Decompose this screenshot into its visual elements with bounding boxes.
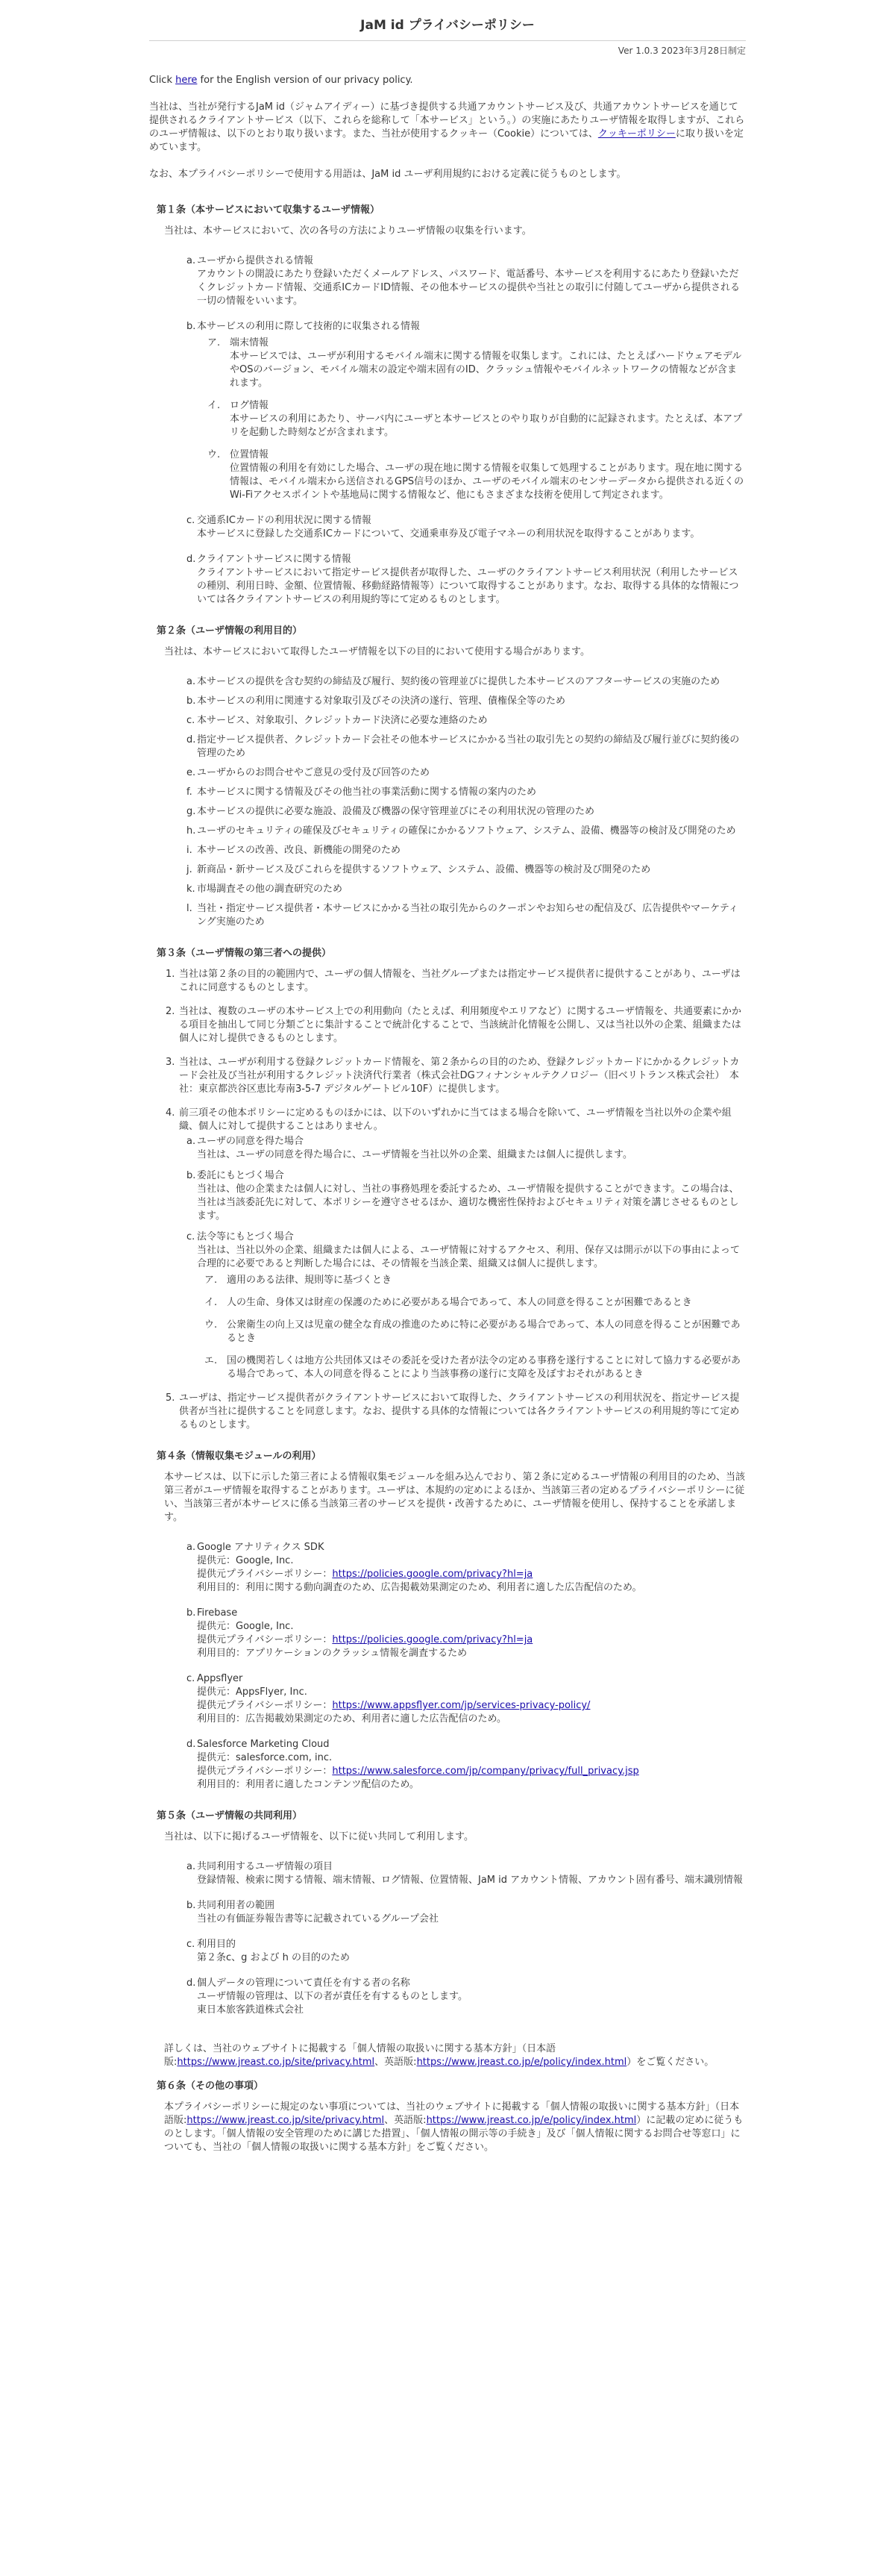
list-item: b. 委託にもとづく場合 当社は、他の企業または個人に対し、当社の事務処理を委託するため、ユーザ情報を提供することができます。この場合は、当社は当該委託先に対して、本ポリシーを遵守させるほか、適切な機密性保持およびセキュリティ対策を講じさせるものとします。 xyxy=(186,1170,739,1222)
list-item: c. Appsflyer 提供元：AppsFlyer, Inc. 提供元プライバシーポリシー：https://www.appsflyer.com/jp/services-privacy-policy/ 利用目的：広告掲載効果測定のため、利用者に適した広告配信のため。 xyxy=(186,1672,746,1726)
basic-policy-reference: 詳しくは、当社のウェブサイトに掲載する「個人情報の取扱いに関する基本方針」（日本語版:https://www.jreast.co.jp/site/privacy.html、英語版:https://www.jreast.co.jp/e/policy/index.html）をご覧ください。 xyxy=(164,2043,715,2068)
module-policy-link[interactable]: https://www.appsflyer.com/jp/services-privacy-policy/ xyxy=(332,1700,591,1711)
article-6-heading: 第６条（その他の事項） xyxy=(157,2081,264,2092)
list-item: j. 新商品・新サービス及びこれらを提供するソフトウェア、システム、設備、機器等の検討及び開発のため xyxy=(186,864,651,875)
english-version-link[interactable]: here xyxy=(175,75,198,86)
module-policy: 提供元プライバシーポリシー：https://policies.google.com/privacy?hl=ja xyxy=(197,1634,533,1645)
list-item: エ. 国の機関若しくは地方公共団体又はその委託を受けた者が法令の定める事務を遂行することに対して協力する必要がある場合であって、本人の同意を得ることにより当該事務の遂行に支障を及ぼすおそれがあるとき xyxy=(204,1355,741,1380)
list-item: b. 共同利用者の範囲 当社の有価証券報告書等に記載されているグループ会社 xyxy=(186,1900,439,1925)
list-item: l. 当社・指定サービス提供者・本サービスにかかる当社の取引先からのクーポンやお知らせの配信及び、広告提供やマーケティング実施のため xyxy=(186,903,738,928)
module-policy: 提供元プライバシーポリシー：https://www.salesforce.com/jp/company/privacy/full_privacy.jsp xyxy=(197,1766,639,1777)
list-item: c. 本サービス、対象取引、クレジットカード決済に必要な連絡のため xyxy=(186,715,488,726)
list-item: c. 利用目的 第２条c、g および h の目的のため xyxy=(186,1939,351,1963)
article-3 xyxy=(149,947,746,1432)
list-item: 2. 当社は、複数のユーザの本サービス上での利用動向（たとえば、利用頻度やエリアなど）に関するユーザ情報を、共通要素にかかる項目を抽出して同じ分類ごとに集計することで統計化することで、当該統計化情報を公開し、又は当社以外の企業、組織または個人に対し提供できるものとします。 xyxy=(166,1006,742,1044)
article-5-heading: 第５条（ユーザ情報の共同利用） xyxy=(157,1810,303,1822)
article-4-lead: 本サービスは、以下に示した第三者による情報収集モジュールを組み込んでおり、第２条に定めるユーザ情報の利用目的のため、当該第三者がユーザ情報を取得することがあります。ユーザは、本規約の定めによるほか、当該第三者の定めるプライバシーポリシーに従い、当該第三者が本サービスに係る当該第三者のサービスを提供・改善するために、ユーザ情報を使用し、保持することを承諾します。 xyxy=(164,1472,745,1523)
list-item: イ. ログ情報 本サービスの利用にあたり、サーバ内にユーザと本サービスとのやり取りが自動的に記録されます。たとえば、本アプリを起動した時刻などが含まれます。 xyxy=(207,400,743,438)
list-item: a. 共同利用するユーザ情報の項目 登録情報、検索に関する情報、端末情報、ログ情報、位置情報、JaM id アカウント情報、アカウント固有番号、端末識別情報 xyxy=(186,1861,743,1886)
article-1-heading: 第１条（本サービスにおいて収集するユーザ情報） xyxy=(157,204,380,216)
list-item: 1. 当社は第２条の目的の範囲内で、ユーザの個人情報を、当社グループまたは指定サービス提供者に提供することがあり、ユーザはこれに同意するものとします。 xyxy=(166,969,741,993)
list-item: d. クライアントサービスに関する情報 クライアントサービスにおいて指定サービス提供者が取得した、ユーザのクライアントサービス利用状況（利用したサービスの種別、利用日時、金額、位置情報、移動経路情報等）について取得することがあります。なお、取得する具体的な情報については各クライアントサービスの利用規約等にて定めるものとします。 xyxy=(186,554,739,605)
list-item: a. Google アナリティクス SDK 提供元：Google, Inc. 提供元プライバシーポリシー：https://policies.google.com/privacy?hl=ja 利用目的：利用に関する動向調査のため、広告掲載効果測定のため、利用者に適した広告配信のため。 xyxy=(186,1541,746,1595)
article-1 xyxy=(149,204,746,607)
module-name: Appsflyer xyxy=(197,1673,243,1684)
intro-paragraph: 当社は、当社が発行するJaM id（ジャムアイディー）に基づき提供する共通アカウントサービス及び、共通アカウントサービスを通じて提供されるクライアントサービス（以下、これらを総称して「本サービス」という。）の実施にあたりユーザ情報を取得しますが、これらのユーザ情報は、以下のとおり取り扱います。また、当社が使用するクッキー（Cookie）については、クッキーポリシーに取り扱いを定めています。 xyxy=(149,101,745,153)
list-item: f. 本サービスに関する情報及びその他当社の事業活動に関する情報の案内のため xyxy=(186,787,537,798)
terms-definition-note: なお、本プライバシーポリシーで使用する用語は、JaM id ユーザ利用規約における定義に従うものとします。 xyxy=(149,169,626,180)
privacy-en-link[interactable]: https://www.jreast.co.jp/e/policy/index.html xyxy=(426,2115,637,2126)
list-item: i. 本サービスの改善、改良、新機能の開発のため xyxy=(186,845,401,856)
module-purpose: 利用目的：アプリケーションのクラッシュ情報を調査するため xyxy=(197,1648,468,1659)
list-item: d. Salesforce Marketing Cloud 提供元：salesforce.com, inc. 提供元プライバシーポリシー：https://www.salesforce.com/jp/company/privacy/full_privacy.jsp 利用目的：利用者に適したコンテンツ配信のため。 xyxy=(186,1738,746,1792)
module-policy: 提供元プライバシーポリシー：https://www.appsflyer.com/jp/services-privacy-policy/ xyxy=(197,1700,591,1711)
privacy-en-link[interactable]: https://www.jreast.co.jp/e/policy/index.html xyxy=(416,2057,627,2068)
privacy-jp-link[interactable]: https://www.jreast.co.jp/site/privacy.html xyxy=(177,2057,375,2068)
list-item: ア. 適用のある法律、規則等に基づくとき xyxy=(204,1275,392,1286)
privacy-jp-link[interactable]: https://www.jreast.co.jp/site/privacy.html xyxy=(186,2115,385,2126)
list-item: g. 本サービスの提供に必要な施設、設備及び機器の保守管理並びにその利用状況の管理のため xyxy=(186,806,595,817)
list-item: e. ユーザからのお問合せやご意見の受付及び回答のため xyxy=(186,767,430,778)
article-1-lead: 当社は、本サービスにおいて、次の各号の方法によりユーザ情報の収集を行います。 xyxy=(164,225,532,237)
article-5-lead: 当社は、以下に掲げるユーザ情報を、以下に従い共同して利用します。 xyxy=(164,1831,474,1842)
list-item: b. Firebase 提供元：Google, Inc. 提供元プライバシーポリシー：https://policies.google.com/privacy?hl=ja 利用目的：アプリケーションのクラッシュ情報を調査するため xyxy=(186,1607,746,1660)
list-item: ウ. 位置情報 位置情報の利用を有効にした場合、ユーザの現在地に関する情報を収集して処理することがあります。現在地に関する情報は、モバイル端末から送信されるGPS信号のほか、ユーザのモバイル端末のセンサーデータから提供される近くのWi-Fiアクセスポイントや基地局に関する情報など、他にもさまざまな技術を使用して判定されます。 xyxy=(207,449,744,501)
module-purpose: 利用目的：利用に関する動向調査のため、広告掲載効果測定のため、利用者に適した広告配信のため。 xyxy=(197,1582,642,1593)
list-item: a. ユーザから提供される情報 アカウントの開設にあたり登録いただくメールアドレス、パスワード、電話番号、本サービスを利用するにあたり登録いただくクレジットカード情報、交通系ICカードID情報、その他本サービスの提供や当社との取引に付随してユーザから提供される一切の情報をいいます。 xyxy=(186,255,741,307)
module-purpose: 利用目的：利用者に適したコンテンツ配信のため。 xyxy=(197,1779,419,1790)
article-6-body: 本プライバシーポリシーに規定のない事項については、当社のウェブサイトに掲載する「個人情報の取扱いに関する基本方針」（日本語版:https://www.jreast.co.jp/site/privacy.html、英語版:https://www.jreast.co.jp/e/policy/index.html）に記載の定めに従うものとします。「個人情報の安全管理のために講じた措置」、「個人情報の開示等の手続き」及び「個人情報に関するお問合せ等窓口」についても、当社の「個人情報の取扱いに関する基本方針」をご覧ください。 xyxy=(164,2101,744,2153)
page-title: JaM id プライバシーポリシー xyxy=(360,18,535,33)
module-name: Google アナリティクス SDK xyxy=(197,1542,324,1553)
list-item: ウ. 公衆衛生の向上又は児童の健全な育成の推進のために特に必要がある場合であって、本人の同意を得ることが困難であるとき xyxy=(204,1319,741,1344)
module-name: Firebase xyxy=(197,1607,238,1619)
module-policy-link[interactable]: https://policies.google.com/privacy?hl=ja xyxy=(332,1569,533,1580)
module-provider: 提供元：AppsFlyer, Inc. xyxy=(197,1686,307,1698)
article-4 xyxy=(149,1450,746,1792)
list-item: b. 本サービスの利用に際して技術的に収集される情報 ア. 端末情報 本サービスでは、ユーザが利用するモバイル端末に関する情報を収集します。これには、たとえばハードウェアモデルやOSのバージョン、モバイル端末の設定や端末固有のID、クラッシュ情報やモバイルネットワークの情報などが含まれます。 イ. ログ情報 本サービスの利用にあたり、サーバ内にユーザと本サービスとのやり取りが自動的に記録されます。たとえば、本アプリを起動した時刻などが含まれます。 ウ. 位置情報 位置情報の利用を有効にした場合、ユーザの現在地に関する情報を収集して処理することがあります。現在地に関する情報は、モバイル端末から送信されるGPS信号のほか、ユーザのモバイル端末のセンサーデータから提供される近くのWi-Fiアクセスポイントや基地局に関する情報など、他にもさまざまな技術を使用して判定されます。 xyxy=(186,320,746,502)
article-5 xyxy=(149,1810,746,2017)
module-purpose: 利用目的：広告掲載効果測定のため、利用者に適した広告配信のため。 xyxy=(197,1713,506,1725)
module-name: Salesforce Marketing Cloud xyxy=(197,1739,330,1750)
article-6 xyxy=(149,2080,746,2154)
list-item: c. 交通系ICカードの利用状況に関する情報 本サービスに登録した交通系ICカードについて、交通乗車券及び電子マネーの利用状況を取得することがあります。 xyxy=(186,515,700,540)
list-item: d. 個人データの管理について責任を有する者の名称 ユーザ情報の管理は、以下の者が責任を有するものとします。 東日本旅客鉄道株式会社 xyxy=(186,1978,468,2016)
list-item: a. 本サービスの提供を含む契約の締結及び履行、契約後の管理並びに提供した本サービスのアフターサービスの実施のため xyxy=(186,676,720,687)
list-item: b. 本サービスの利用に関連する対象取引及びその決済の遂行、管理、債権保全等のため xyxy=(186,695,566,707)
title-divider xyxy=(149,40,746,41)
cookie-policy-link[interactable]: クッキーポリシー xyxy=(597,128,676,140)
article-2-heading: 第２条（ユーザ情報の利用目的） xyxy=(157,625,303,637)
list-item: 5. ユーザは、指定サービス提供者がクライアントサービスにおいて取得した、クライアントサービスの利用状況を、指定サービス提供者が当社に提供することを同意します。なお、提供する具体的な情報については各クライアントサービスの利用規約等にて定めるものとします。 xyxy=(166,1392,740,1431)
list-item: ア. 端末情報 本サービスでは、ユーザが利用するモバイル端末に関する情報を収集します。これには、たとえばハードウェアモデルやOSのバージョン、モバイル端末の設定や端末固有のID、クラッシュ情報やモバイルネットワークの情報などが含まれます。 xyxy=(207,337,742,389)
list-item: イ. 人の生命、身体又は財産の保護のために必要がある場合であって、本人の同意を得ることが困難であるとき xyxy=(204,1297,692,1308)
list-item: 3. 当社は、ユーザが利用する登録クレジットカード情報を、第２条からの目的のため、登録クレジットカードにかかるクレジットカード会社及び当社が利用するクレジット決済代行業者（株式会社DGフィナンシャルテクノロジー（旧ベリトランス株式会社） 本社：東京都渋谷区恵比寿南3-5-7 デジタルゲートビル10F）に提供します。 xyxy=(166,1057,740,1095)
list-item: d. 指定サービス提供者、クレジットカード会社その他本サービスにかかる当社の取引先との契約の締結及び履行並びに契約後の管理のため xyxy=(186,734,740,759)
module-provider: 提供元：salesforce.com, inc. xyxy=(197,1752,333,1763)
list-item: a. ユーザの同意を得た場合 当社は、ユーザの同意を得た場合に、ユーザ情報を当社以外の企業、組織または個人に提供します。 xyxy=(186,1136,632,1160)
list-item: c. 法令等にもとづく場合 当社は、当社以外の企業、組織または個人による、ユーザ情報に対するアクセス、利用、保存又は開示が以下の事由によって合理的に必要であると判断した場合には、その情報を当該企業、組織又は個人に提供します。 ア. 適用のある法律、規則等に基づくとき イ. 人の生命、身体又は財産の保護のために必要がある場合であって、本人の同意を得ることが困難であるとき ウ. 公衆衛生の向上又は児童の健全な育成の推進のために特に必要がある場合であって、本人の同意を得ることが困難であるとき エ. 国の機関若しくは地方公共団体又はその委託を受けた者が法令の定める事務を遂行することに対して協力する必要がある場合であって、本人の同意を得ることにより当該事務の遂行に支障を及ぼすおそれがあるとき xyxy=(186,1231,746,1381)
english-version-notice: Click here for the English version of our privacy policy. xyxy=(149,75,413,86)
article-4-heading: 第４条（情報収集モジュールの利用） xyxy=(157,1451,321,1462)
article-2-lead: 当社は、本サービスにおいて取得したユーザ情報を以下の目的において使用する場合があります。 xyxy=(164,646,590,657)
module-policy: 提供元プライバシーポリシー：https://policies.google.com/privacy?hl=ja xyxy=(197,1569,533,1580)
article-3-heading: 第３条（ユーザ情報の第三者への提供） xyxy=(157,948,332,959)
article-2 xyxy=(149,625,746,929)
list-item: 4. 前三項その他本ポリシーに定めるものほかには、以下のいずれかに当てはまる場合を除いて、ユーザ情報を当社以外の企業や組織、個人に対して提供することはありません。 a. ユーザの同意を得た場合 当社は、ユーザの同意を得た場合に、ユーザ情報を当社以外の企業、組織または個人に提供します。 b. 委託にもとづく場合 当社は、他の企業または個人に対し、当社の事務処理を委託するため、ユーザ情報を提供することができます。この場合は、当社は当該委託先に対して、本ポリシーを遵守させるほか、適切な機密性保持およびセキュリティ対策を講じさせるものとします。 c. 法令等にもとづく場合 当社は、当社以外の企業、組織または個人による、ユーザ情報に対するアクセス、利用、保存又は開示が以下の事由によって合理的に必要であると判断した場合には、その情報を当該企業、組織又は個人に提供します。 ア. 適用のある法律、規則等に基づくとき イ. 人の生命、身体又は財産の保護のために必要がある場合であって、本人の同意を得ることが困難であるとき ウ. 公衆衛生の向上又は児童の健全な育成の推進のために特に必要がある場合であって、本人の同意を得ることが困難であるとき エ. 国の機関若しくは地方公共団体又はその委託を受けた者が法令の定める事務を遂行することに対して協力する必要がある場合であって、本人の同意を得ることにより当該事務の遂行に支障を及ぼすおそれがあるとき xyxy=(164,1107,746,1381)
module-policy-link[interactable]: https://www.salesforce.com/jp/company/privacy/full_privacy.jsp xyxy=(332,1766,639,1777)
module-provider: 提供元：Google, Inc. xyxy=(197,1555,294,1566)
version-label: Ver 1.0.3 2023年3月28日制定 xyxy=(618,46,746,56)
list-item: h. ユーザのセキュリティの確保及びセキュリティの確保にかかるソフトウェア、システム、設備、機器等の検討及び開発のため xyxy=(186,825,736,837)
privacy-policy-page xyxy=(149,0,746,2154)
list-item: k. 市場調査その他の調査研究のため xyxy=(186,884,343,895)
module-provider: 提供元：Google, Inc. xyxy=(197,1621,294,1632)
module-policy-link[interactable]: https://policies.google.com/privacy?hl=ja xyxy=(332,1634,533,1645)
